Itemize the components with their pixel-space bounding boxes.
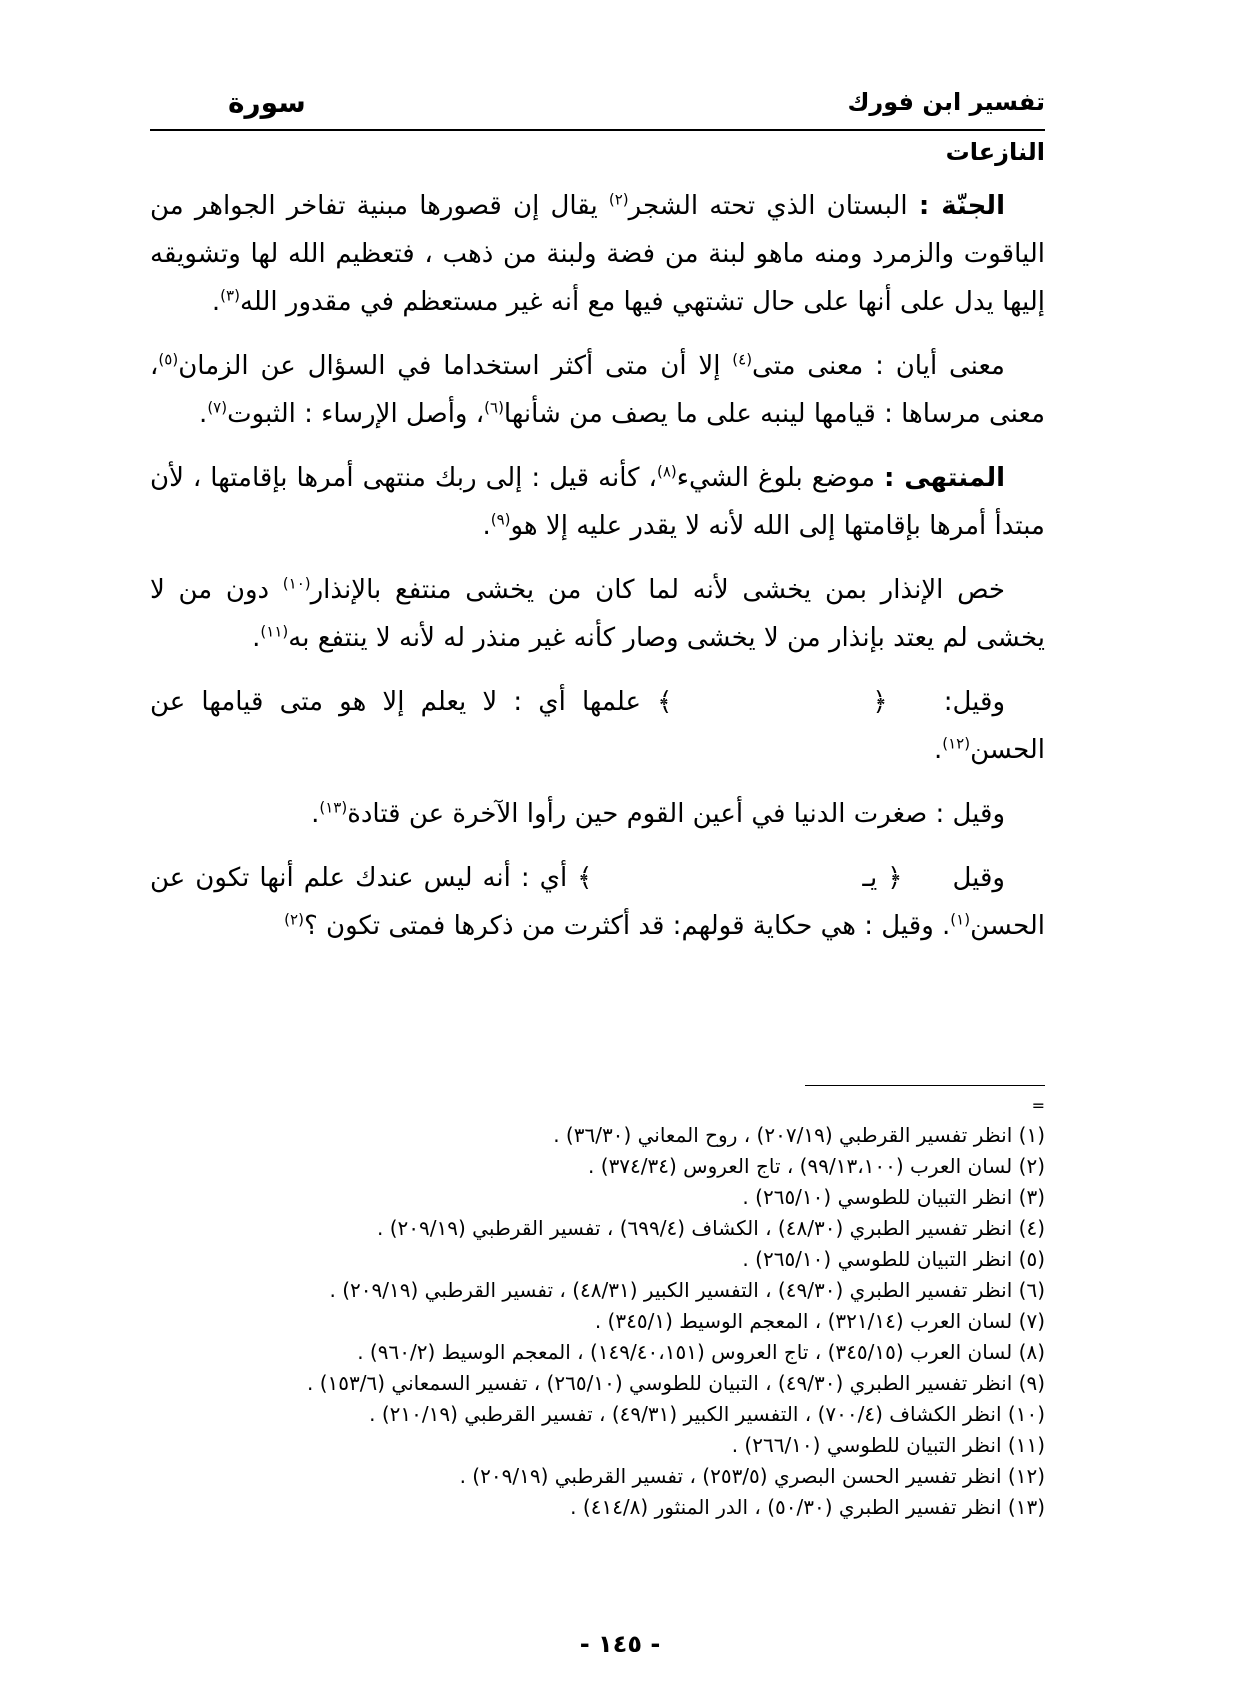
footnote-ref: (٦) (484, 398, 504, 417)
paragraph-qil-3 (150, 854, 1045, 950)
term: الجنّة : (918, 191, 1005, 221)
footnotes (150, 1120, 1045, 1523)
footnote-ref: (١٠) (282, 574, 311, 593)
text: إلا أن متى أكثر استخداما في السؤال عن الزمان (178, 351, 733, 381)
quran-bracket-open: ﴿ (872, 687, 888, 717)
text: . (211, 287, 221, 317)
paragraph-ayyan (150, 342, 1045, 438)
quran-bracket-close: ﴾ (657, 687, 673, 717)
footnote-ref: (٤) (732, 350, 753, 369)
text: علمها أي : لا يعلم إلا هو متى قيامها عن الحسن (150, 687, 1045, 765)
footnote: (١) انظر تفسير القرطبي (٢٠٧/١٩) ، روح المعاني (٣٦/٣٠) . (553, 1123, 1045, 1147)
footnote-ref: (٨) (656, 462, 677, 481)
text: معنى أيان : معنى متى (752, 351, 1005, 381)
footnote-ref: (٢) (284, 910, 304, 929)
text: خص الإنذار بمن يخشى لأنه لما كان من يخشى منتفع بالإنذار (310, 575, 1005, 605)
footnote-ref: (١٢) (942, 734, 971, 753)
footnote: (١٢) انظر تفسير الحسن البصري (٢٥٣/٥) ، تفسير القرطبي (٢٠٩/١٩) . (459, 1464, 1045, 1488)
quran-bracket-close: ﴾ (577, 863, 593, 893)
page-number: - ١٤٥ - (579, 1630, 661, 1658)
paragraph-qil-2 (150, 790, 1045, 838)
surah-label: سورة (228, 86, 306, 119)
footnote-separator (805, 1085, 1045, 1086)
quran-bracket-open: ﴿ (887, 863, 903, 893)
book-title: تفسير ابن فورك (847, 88, 1045, 116)
main-text (150, 182, 1045, 966)
footnote-ref: (٣) (220, 286, 240, 305)
footnote-ref: (٧) (207, 398, 228, 417)
footnote: (١٣) انظر تفسير الطبري (٥٠/٣٠) ، الدر المنثور (٤١٤/٨) . (570, 1495, 1045, 1519)
footnote-ref: (١١) (260, 622, 289, 641)
footnote: (٨) لسان العرب (٣٤٥/١٥) ، تاج العروس (١٤٩/٤٠،١٥١) ، المعجم الوسيط (٩٦٠/٢) . (357, 1340, 1045, 1364)
paragraph-jannah (150, 182, 1045, 326)
footnote-continuation-mark: = (1031, 1096, 1045, 1115)
text: يـ (862, 863, 888, 893)
paragraph-qil-1 (150, 678, 1045, 774)
footnote: (٧) لسان العرب (٣٢١/١٤) ، المعجم الوسيط (٣٤٥/١) . (594, 1309, 1045, 1333)
text: . (199, 399, 208, 429)
footnote-ref: (٩) (490, 510, 511, 529)
footnote-ref: (٥) (158, 350, 179, 369)
footnote-ref: (١) (950, 910, 971, 929)
text: يقال إن قصورها مبنية تفاخر الجواهر من الياقوت والزمرد ومنه ماهو لبنة من فضة ولبنة من ذهب ، فتعظيم الله لها وتشويقه إليها يدل على أنها على حال تشتهي فيها مع أنه غير مستعظم في مقدور الله (150, 191, 1045, 317)
footnote: (١١) انظر التبيان للطوسي (٢٦٦/١٠) . (731, 1433, 1045, 1457)
term: المنتهى : (884, 463, 1006, 493)
text: أي : أنه ليس عندك علم أنها تكون عن الحسن (150, 863, 1045, 941)
footnote-ref: (١٣) (319, 798, 348, 817)
footnote: (٣) انظر التبيان للطوسي (٢٦٥/١٠) . (742, 1185, 1045, 1209)
footnote: (٦) انظر تفسير الطبري (٤٩/٣٠) ، التفسير الكبير (٤٨/٣١) ، تفسير القرطبي (٢٠٩/١٩) . (329, 1278, 1045, 1302)
text: البستان الذي تحته الشجر (628, 191, 908, 221)
text: موضع بلوغ الشيء (676, 463, 876, 493)
text: دون من لا يخشى لم يعتد بإنذار من لا يخشى وصار كأنه غير منذر له لأنه لا ينتفع به (150, 575, 1045, 653)
text: . (933, 735, 943, 765)
text: ، معنى مرساها : قيامها لينبه على ما يصف من شأنها (150, 351, 1045, 429)
footnote: (٤) انظر تفسير الطبري (٤٨/٣٠) ، الكشاف (٦٩٩/٤) ، تفسير القرطبي (٢٠٩/١٩) . (377, 1216, 1045, 1240)
text: . (252, 623, 261, 653)
surah-name: النازعات (945, 138, 1045, 166)
footnote: (٥) انظر التبيان للطوسي (٢٦٥/١٠) . (742, 1247, 1045, 1271)
text: . وقيل : هي حكاية قولهم: قد أكثرت من ذكرها فمتى تكون ؟ (303, 911, 951, 941)
paragraph-muntaha (150, 454, 1045, 550)
text: وقيل : صغرت الدنيا في أعين القوم حين رأوا الآخرة عن قتادة (347, 799, 1005, 829)
text: . (482, 511, 491, 541)
footnote-ref: (٢) (608, 190, 629, 209)
header-rule (150, 129, 1045, 131)
paragraph-indhar (150, 566, 1045, 662)
text: ، كأنه قيل : إلى ربك منتهى أمرها بإقامتها ، لأن مبتدأ أمرها بإقامتها إلى الله لأنه لا يقدر عليه إلا هو (150, 463, 1045, 541)
text: ، وأصل الإرساء : الثبوت (227, 399, 485, 429)
footnote: (٩) انظر تفسير الطبري (٤٩/٣٠) ، التبيان للطوسي (٢٦٥/١٠) ، تفسير السمعاني (١٥٣/٦) . (306, 1371, 1045, 1395)
footnote: (٢) لسان العرب (٩٩/١٣،١٠٠) ، تاج العروس (٣٧٤/٣٤) . (588, 1154, 1045, 1178)
text: وقيل: (927, 687, 1005, 717)
footnote: (١٠) انظر الكشاف (٧٠٠/٤) ، التفسير الكبير (٤٩/٣١) ، تفسير القرطبي (٢١٠/١٩) . (369, 1402, 1045, 1426)
page-header (150, 78, 1045, 128)
text: . (311, 799, 320, 829)
text: وقيل (942, 863, 1005, 893)
